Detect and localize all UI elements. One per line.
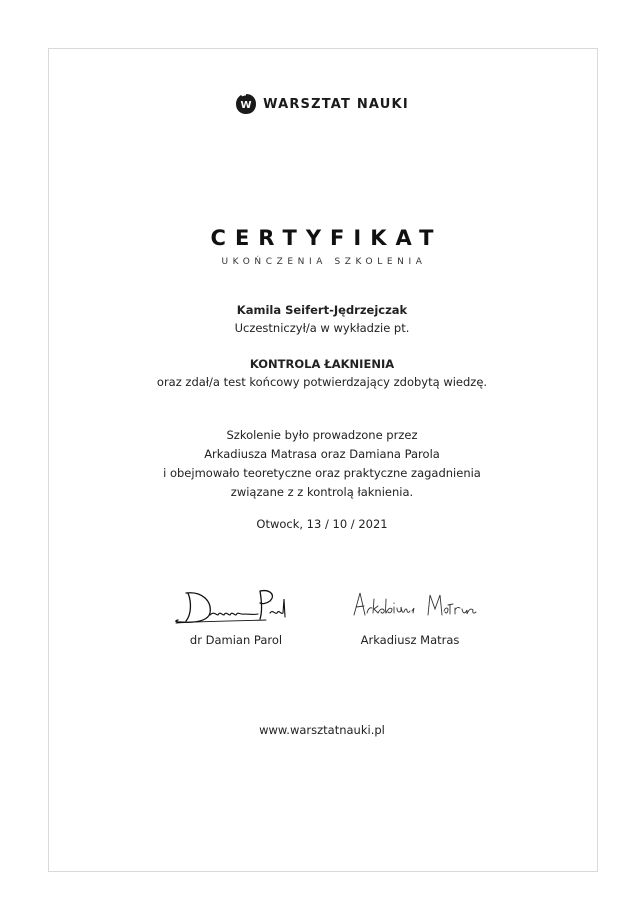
brand-header xyxy=(0,93,644,115)
certificate-subtitle: UKOŃCZENIA SZKOLENIA xyxy=(221,257,427,267)
signatory-name: Arkadiusz Matras xyxy=(360,633,460,647)
certificate-title: CERTYFIKAT xyxy=(210,226,443,250)
signature-block-damian-parol xyxy=(136,585,336,647)
website-url[interactable]: www.warsztatnauki.pl xyxy=(259,723,385,737)
brand-name: WARSZTAT NAUKI xyxy=(263,96,409,112)
description-line: związane z z kontrolą łaknienia. xyxy=(230,485,414,499)
logo-letter: W xyxy=(240,100,252,111)
handwritten-signature-arkadiusz-matras xyxy=(310,585,510,629)
warsztat-nauki-logo-icon xyxy=(235,93,257,115)
course-name: KONTROLA ŁAKNIENIA xyxy=(249,357,395,371)
handwritten-signature-damian-parol xyxy=(136,585,336,629)
participant-name: Kamila Seifert-Jędrzejczak xyxy=(236,303,408,317)
course-description xyxy=(0,426,644,502)
participation-text: Uczestniczył/a w wykładzie pt. xyxy=(234,321,410,335)
signature-block-arkadiusz-matras xyxy=(310,585,510,647)
course-completion-text: oraz zdał/a test końcowy potwierdzający zdobytą wiedzę. xyxy=(156,375,488,389)
description-line: i obejmowało teoretyczne oraz praktyczne zagadnienia xyxy=(163,466,481,480)
description-line: Szkolenie było prowadzone przez xyxy=(226,428,418,442)
signatory-name: dr Damian Parol xyxy=(189,633,283,647)
description-line: Arkadiusza Matrasa oraz Damiana Parola xyxy=(204,447,440,461)
date-line: Otwock, 13 / 10 / 2021 xyxy=(256,517,388,531)
